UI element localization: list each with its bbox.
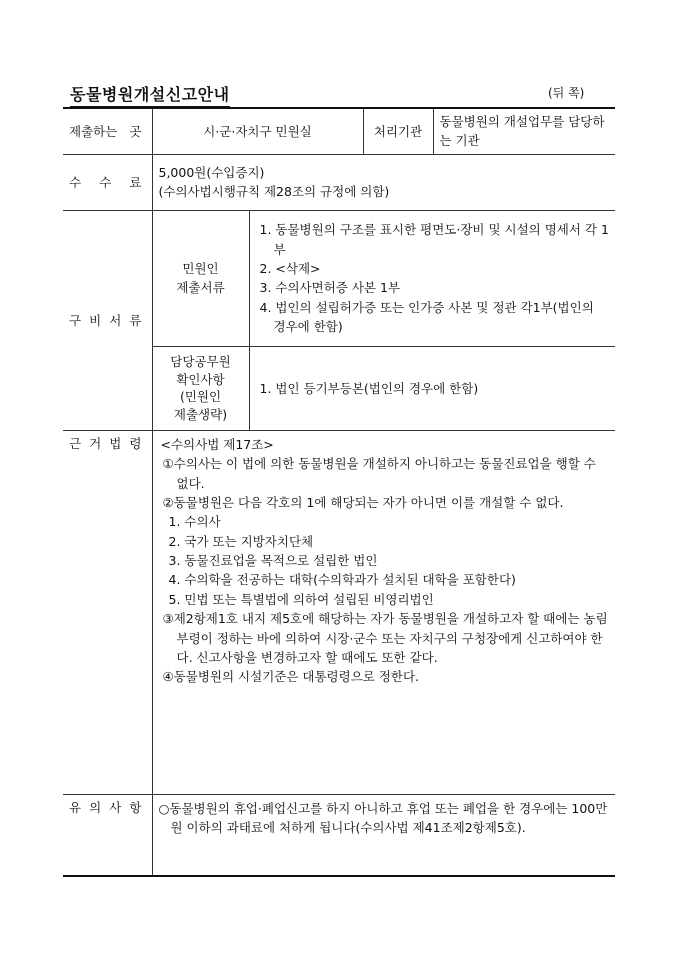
- applicant-documents-cell: [249, 210, 615, 346]
- legal-basis-row: [63, 430, 615, 794]
- list-item: 1. 법인 등기부등본(법인의 경우에 한함): [259, 380, 479, 396]
- processing-agency-label: 처리기관: [363, 108, 433, 154]
- official-check-cell: [249, 346, 615, 430]
- law-item: 1. 수의사: [168, 514, 221, 530]
- official-check-label: 담당공무원 확인사항 (민원인 제출생략): [152, 346, 249, 430]
- fee-basis: (수의사법시행규칙 제28조의 규정에 의함): [158, 184, 390, 200]
- submit-place-row: [63, 108, 615, 154]
- fee-row: [63, 154, 615, 210]
- list-item: 2. <삭제>: [259, 260, 321, 276]
- legal-basis-content: [152, 430, 615, 794]
- fee-amount: 5,000원(수입증지): [158, 164, 265, 180]
- list-item: 3. 수의사면허증 사본 1부: [259, 280, 400, 296]
- law-item: 4. 수의학을 전공하는 대학(수의학과가 설치된 대학을 포함한다): [168, 572, 516, 588]
- documents-label: 구 비 서 류: [63, 210, 152, 430]
- applicant-documents-label: 민원인 제출서류: [152, 210, 249, 346]
- submit-place-value: 시·군·자치구 민원실: [152, 108, 363, 154]
- law-paragraph-2: ②동물병원은 다음 각호의 1에 해당되는 자가 아니면 이를 개설할 수 없다.: [162, 494, 564, 510]
- official-check-list: [256, 379, 610, 398]
- notes-content: [152, 794, 615, 876]
- applicant-documents-list: [256, 220, 610, 336]
- notes-text: ○동물병원의 휴업·폐업신고를 하지 아니하고 휴업 또는 폐업을 한 경우에는 100만원 이하의 과태료에 처하게 됩니다(수의사법 제41조제2항제5호).: [158, 800, 608, 836]
- list-item: 4. 법인의 설립허가증 또는 인가증 사본 및 정관 각1부(법인의 경우에 한함): [259, 299, 594, 334]
- processing-agency-value: 동물병원의 개설업무를 담당하는 기관: [433, 108, 615, 154]
- fee-value: [152, 154, 615, 210]
- submit-place-label: 제출하는 곳: [63, 108, 152, 154]
- law-item: 5. 민법 또는 특별법에 의하여 설립된 비영리법인: [168, 591, 434, 607]
- law-item: 3. 동물진료업을 목적으로 설립한 법인: [168, 553, 378, 568]
- law-heading: <수의사법 제17조>: [160, 436, 274, 452]
- page-title: 동물병원개설신고안내: [70, 82, 230, 108]
- law-item: 2. 국가 또는 지방자치단체: [168, 533, 314, 549]
- law-paragraph-1: ①수의사는 이 법에 의한 동물병원을 개설하지 아니하고는 동물진료업을 행할 수 없다.: [162, 456, 596, 491]
- law-paragraph-4: ④동물병원의 시설기준은 대통령령으로 정한다.: [162, 669, 420, 685]
- notes-label: 유 의 사 항: [63, 794, 152, 876]
- notes-row: [63, 794, 615, 876]
- guide-table: [63, 107, 615, 877]
- legal-basis-label: 근 거 법 령: [63, 430, 152, 794]
- applicant-documents-row: [63, 210, 615, 346]
- page-side-label: (뒤 쪽): [548, 86, 585, 100]
- law-paragraph-3: ③제2항제1호 내지 제5호에 해당하는 자가 동물병원을 개설하고자 할 때에는 농림부령이 정하는 바에 의하여 시장·군수 또는 자치구의 구청장에게 신고하여야 한다. 신고사항을 변경하고자 할 때에도 또한 같다.: [162, 611, 608, 665]
- fee-label: 수 수 료: [63, 154, 152, 210]
- list-item: 1. 동물병원의 구조를 표시한 평면도·장비 및 시설의 명세서 각 1부: [259, 222, 609, 257]
